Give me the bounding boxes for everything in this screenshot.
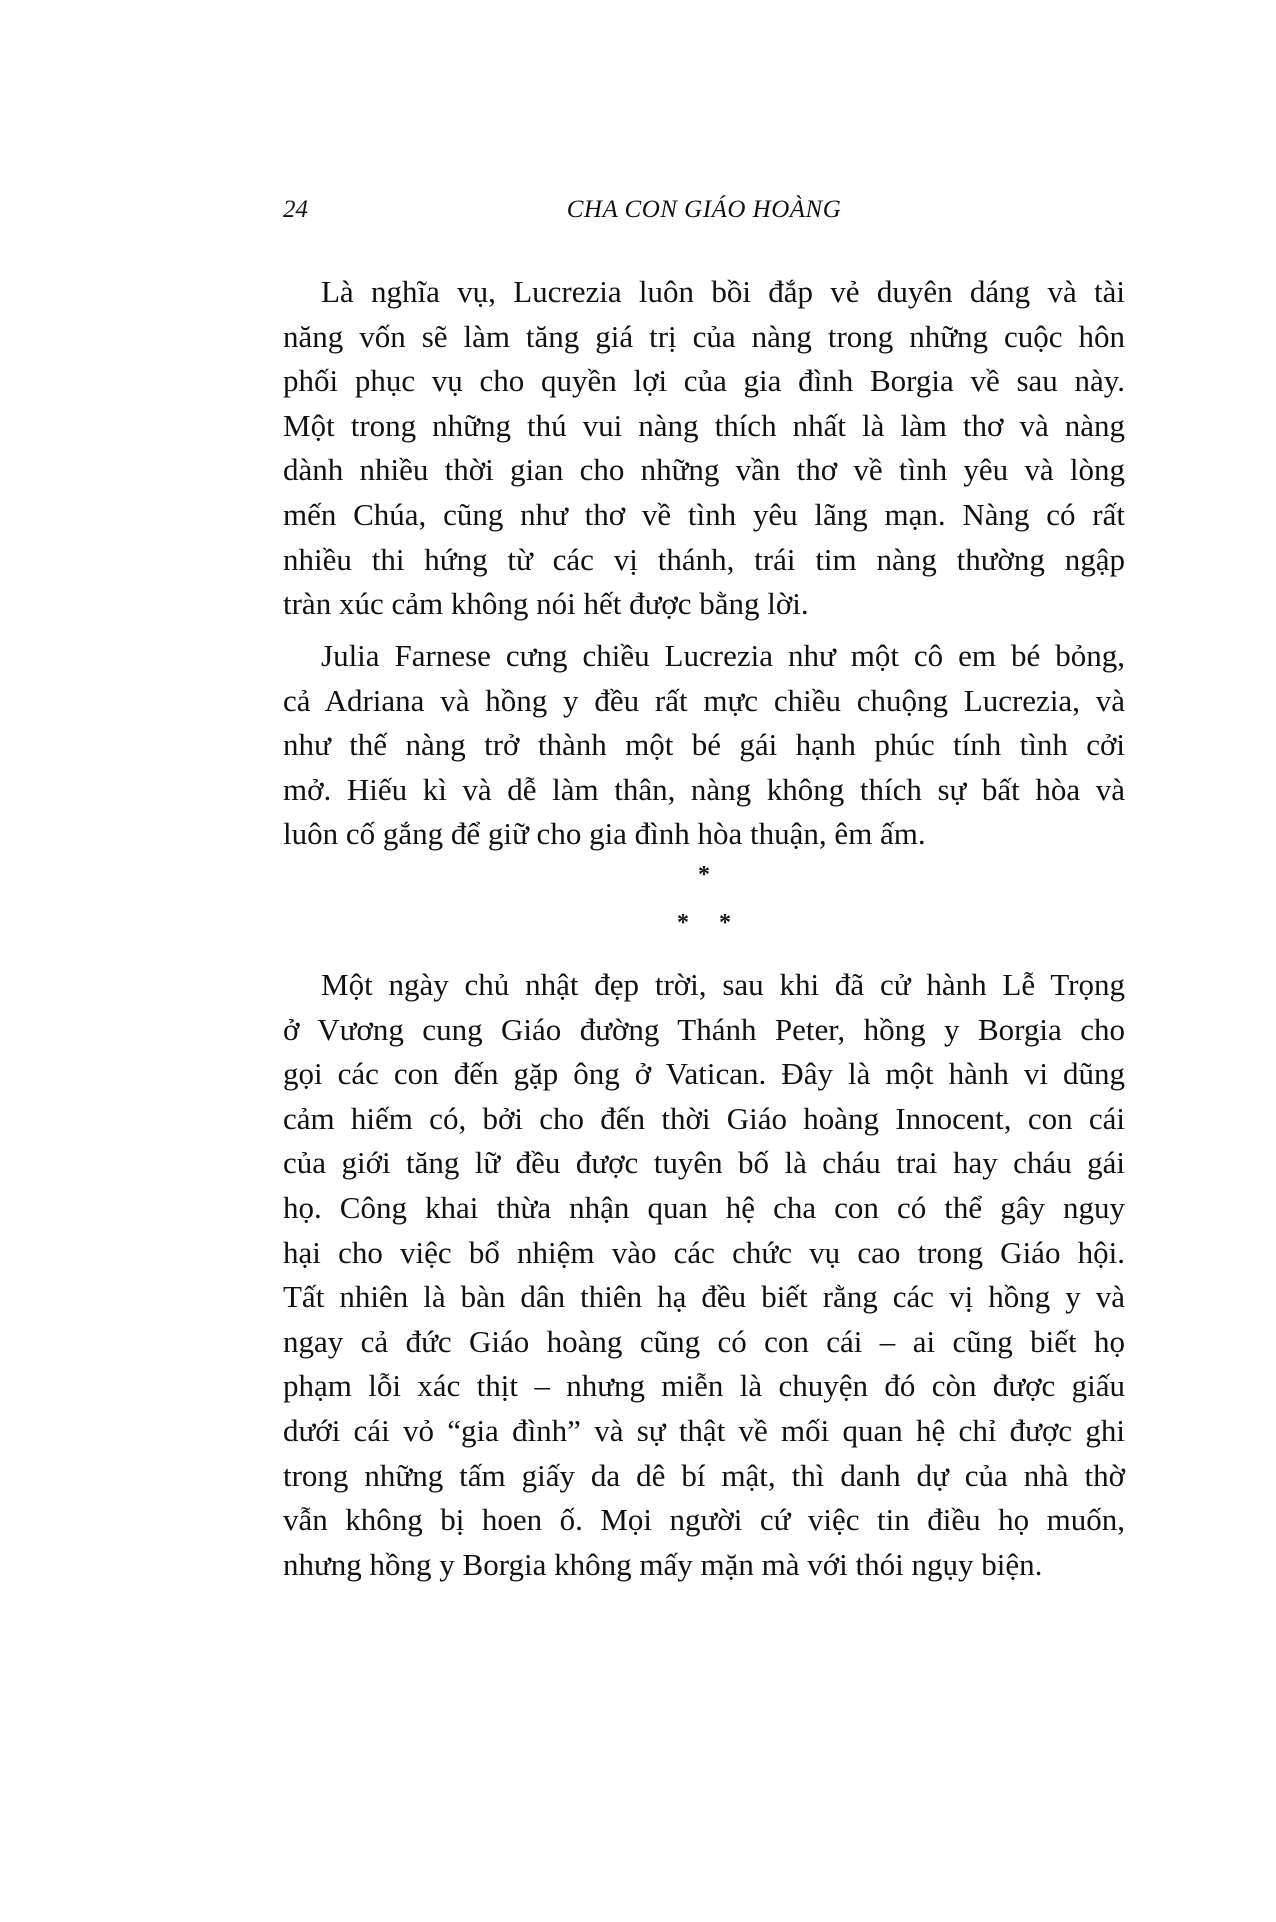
text-line: Một trong những thú vui nàng thích nhất là làm thơ và nàng [283, 407, 1125, 443]
section-separator-top: * [698, 862, 710, 888]
text-line: trong những tấm giấy da dê bí mật, thì danh dự của nhà thờ [283, 1457, 1125, 1493]
text-line: họ. Công khai thừa nhận quan hệ cha con có thể gây nguy [283, 1189, 1125, 1225]
text-line: như thế nàng trở thành một bé gái hạnh phúc tính tình cởi [283, 727, 1125, 763]
text-line: dưới cái vỏ “gia đình” và sự thật về mối quan hệ chỉ được ghi [283, 1412, 1125, 1448]
page-number: 24 [283, 196, 308, 223]
text-line: của giới tăng lữ đều được tuyên bố là cháu trai hay cháu gái [283, 1145, 1125, 1181]
paragraph [283, 270, 1125, 627]
text-line: Julia Farnese cưng chiều Lucrezia như một cô em bé bỏng, [321, 638, 1125, 673]
text-line: Tất nhiên là bàn dân thiên hạ đều biết rằng các vị hồng y và [283, 1279, 1125, 1315]
text-line: mến Chúa, cũng như thơ về tình yêu lãng mạn. Nàng có rất [283, 496, 1125, 532]
text-line: hại cho việc bổ nhiệm vào các chức vụ cao trong Giáo hội. [283, 1234, 1125, 1270]
paragraph [283, 963, 1125, 1587]
text-line: tràn xúc cảm không nói hết được bằng lời. [283, 586, 809, 622]
section-separator-bottom: * * [677, 910, 731, 936]
text-line: phạm lỗi xác thịt – nhưng miễn là chuyện đó còn được giấu [283, 1368, 1125, 1404]
text-line: mở. Hiếu kì và dễ làm thân, nàng không thích sự bất hòa và [283, 771, 1125, 807]
text-line: Là nghĩa vụ, Lucrezia luôn bồi đắp vẻ duyên dáng và tài [321, 274, 1125, 309]
text-line: cảm hiếm có, bởi cho đến thời Giáo hoàng Innocent, con cái [283, 1100, 1125, 1136]
text-line: vẫn không bị hoen ố. Mọi người cứ việc tin điều họ muốn, [283, 1502, 1125, 1538]
text-line: Một ngày chủ nhật đẹp trời, sau khi đã cử hành Lễ Trọng [321, 967, 1125, 1002]
text-line: phối phục vụ cho quyền lợi của gia đình Borgia về sau này. [283, 363, 1125, 399]
text-line: gọi các con đến gặp ông ở Vatican. Đây là một hành vi dũng [283, 1056, 1125, 1092]
text-line: năng vốn sẽ làm tăng giá trị của nàng trong những cuộc hôn [283, 318, 1125, 354]
text-line: ngay cả đức Giáo hoàng cũng có con cái – ai cũng biết họ [283, 1323, 1125, 1359]
paragraph [283, 634, 1125, 857]
text-line: dành nhiều thời gian cho những vần thơ về tình yêu và lòng [283, 452, 1125, 488]
text-line: nhiều thi hứng từ các vị thánh, trái tim nàng thường ngập [283, 541, 1125, 577]
text-line: ở Vương cung Giáo đường Thánh Peter, hồng y Borgia cho [283, 1011, 1125, 1047]
text-line: nhưng hồng y Borgia không mấy mặn mà với thói ngụy biện. [283, 1546, 1043, 1582]
text-line: cả Adriana và hồng y đều rất mực chiều chuộng Lucrezia, và [283, 682, 1125, 718]
text-line: luôn cố gắng để giữ cho gia đình hòa thuận, êm ấm. [283, 816, 926, 852]
running-title: CHA CON GIÁO HOÀNG [566, 196, 842, 223]
